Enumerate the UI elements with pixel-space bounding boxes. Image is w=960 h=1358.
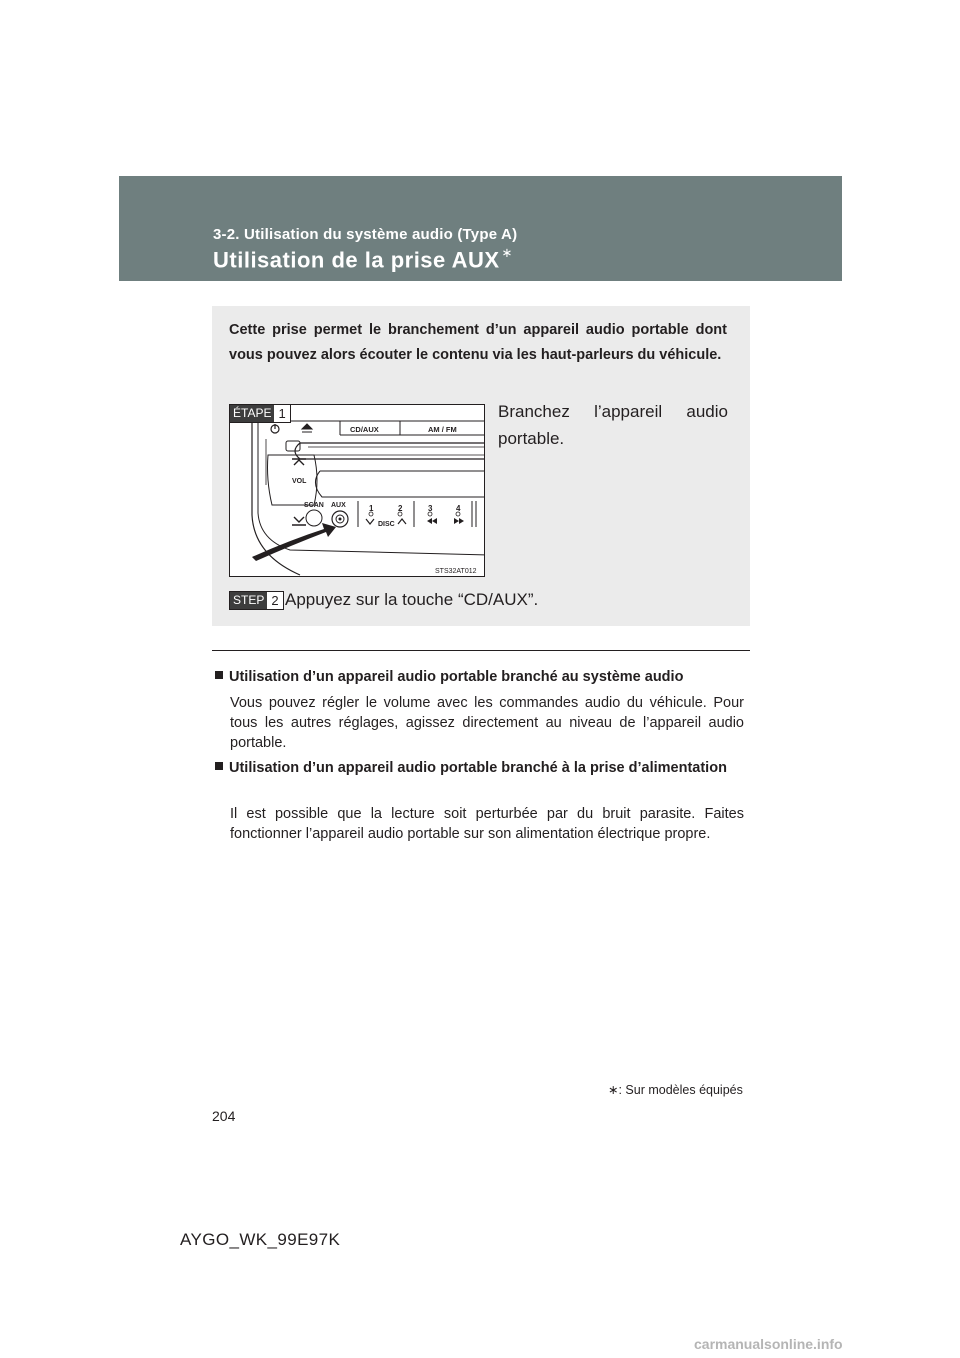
preset-1-label: 1 xyxy=(369,504,374,513)
figure-code: STS32AT012 xyxy=(435,568,477,575)
eject-icon xyxy=(302,424,312,432)
chevron-down-icon xyxy=(292,517,306,525)
scan-label: SCAN xyxy=(304,502,324,509)
step-1-text: Branchez l’appareil audio portable. xyxy=(498,402,728,448)
rewind-icon xyxy=(427,518,437,524)
preset-4-label: 4 xyxy=(456,504,461,513)
cd-icon xyxy=(286,441,300,451)
radio-illustration xyxy=(229,404,485,577)
page-title-text: Utilisation de la prise AUX xyxy=(213,247,500,273)
divider xyxy=(212,650,750,651)
note-2-heading-text: Utilisation d’un appareil audio portable branché à la prise d’alimentation xyxy=(229,760,727,776)
step-2-badge-word: STEP xyxy=(230,592,267,609)
fast-forward-icon xyxy=(454,518,464,524)
note-2-heading xyxy=(215,758,745,778)
page-title xyxy=(213,247,513,273)
preset-2-label: 2 xyxy=(398,504,403,513)
note-1-heading-text: Utilisation d’un appareil audio portable branché au système audio xyxy=(229,669,684,685)
intro-text: Cette prise permet le branchement d’un appareil audio portable dont vous pouvez alors écouter le contenu via les haut-parleurs du véhicule. xyxy=(229,322,727,363)
preset-3-label: 3 xyxy=(428,504,433,513)
scan-button-drawing xyxy=(306,510,322,526)
step-2-text: Appuyez sur la touche “CD/AUX”. xyxy=(285,590,539,609)
chevron-down-icon xyxy=(366,519,374,524)
vol-label: VOL xyxy=(292,478,307,485)
footnote: ∗: Sur modèles équipés xyxy=(608,1083,743,1097)
note-1-body: Vous pouvez régler le volume avec les commandes audio du véhicule. Pour tous les autres réglages, agissez directement au niveau de l’appareil audio portable. xyxy=(230,695,744,751)
aux-label: AUX xyxy=(331,502,346,509)
disc-label: DISC xyxy=(378,521,395,528)
arrow-icon xyxy=(252,523,336,561)
section-label: 3-2. Utilisation du système audio (Type A) xyxy=(213,226,518,243)
square-bullet-icon xyxy=(215,671,223,679)
square-bullet-icon xyxy=(215,762,223,770)
watermark: carmanualsonline.info xyxy=(694,1336,843,1352)
asterisk-icon: ∗ xyxy=(501,245,513,260)
step-1-badge-word: ÉTAPE xyxy=(230,405,274,422)
am-fm-label: AM / FM xyxy=(428,425,457,434)
step-1-badge xyxy=(229,404,291,423)
chevron-up-icon xyxy=(398,519,406,524)
page-number: 204 xyxy=(212,1108,236,1124)
note-2-body: Il est possible que la lecture soit perturbée par du bruit parasite. Faites fonctionner l’appareil audio portable sur son alimentation électrique propre. xyxy=(230,806,744,842)
step-1-badge-number: 1 xyxy=(274,405,289,422)
step-2-badge-number: 2 xyxy=(267,592,282,609)
chevron-up-icon xyxy=(292,459,306,465)
step-2-badge xyxy=(229,591,284,610)
note-1-heading xyxy=(215,667,745,687)
radio-panel-drawing xyxy=(230,405,485,577)
cd-aux-label: CD/AUX xyxy=(350,425,379,434)
document-code: AYGO_WK_99E97K xyxy=(180,1230,341,1249)
